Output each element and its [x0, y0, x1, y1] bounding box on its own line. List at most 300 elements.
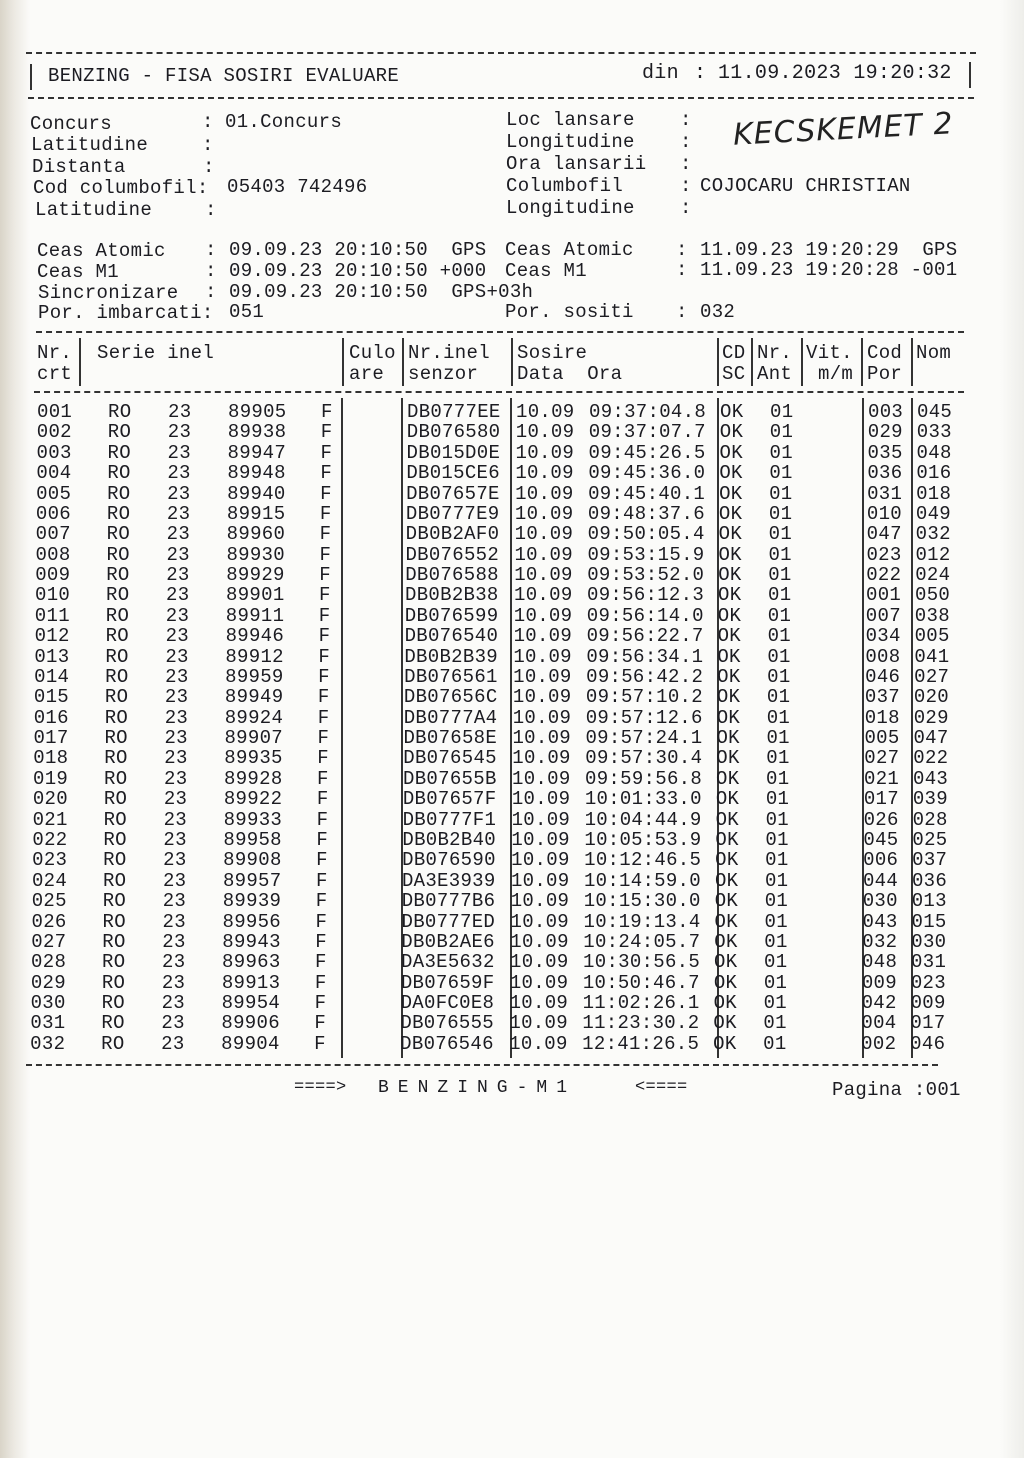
cell-date: 10.09	[515, 441, 575, 464]
cell-cd: OK	[719, 441, 743, 464]
cell-crt: 020	[32, 788, 68, 811]
cell-cod: 026	[863, 808, 899, 831]
cell-ro: RO	[107, 482, 131, 505]
cell-cod: 042	[861, 992, 897, 1015]
cell-ring: 89959	[225, 665, 284, 688]
cell-date: 10.09	[510, 930, 569, 953]
cell-date: 10.09	[513, 665, 572, 688]
cell-time: 09:53:52.0	[587, 564, 705, 587]
cell-cd: OK	[714, 890, 739, 913]
cell-ring: 89957	[222, 869, 282, 892]
ceas-atomic-value: 09.09.23 20:10:50 GPS	[229, 239, 487, 261]
cell-senzor: DB0B2B40	[402, 828, 496, 851]
header-nr-ant: Nr.	[757, 342, 793, 364]
cell-date: 10.09	[513, 645, 572, 668]
ceas-atomic-colon: :	[205, 239, 217, 261]
header-por: Por	[867, 363, 903, 385]
cell-ring: 89908	[223, 849, 282, 872]
sositi-label: Por. sositi	[505, 301, 634, 323]
cell-date: 10.09	[509, 1012, 568, 1035]
cell-time: 11:02:26.1	[582, 992, 700, 1015]
cell-senzor: DB076590	[402, 849, 496, 872]
header-nom: Nom	[916, 342, 952, 364]
cell-senzor: DB015D0E	[406, 441, 501, 464]
cell-nom: 024	[915, 564, 951, 587]
cell-ro: RO	[104, 747, 128, 770]
cell-yr: 23	[166, 502, 191, 525]
cell-yr: 23	[163, 788, 188, 811]
cell-nom: 046	[910, 1032, 946, 1055]
distanta-label: Distanta	[32, 156, 126, 178]
cell-cd: OK	[714, 930, 738, 953]
cell-cod: 017	[863, 788, 899, 811]
cell-yr: 23	[164, 747, 188, 770]
header-nr: Nr.	[37, 342, 73, 364]
cell-senzor: DB076546	[400, 1032, 494, 1055]
cell-date: 10.09	[515, 482, 574, 505]
date-colon: :	[694, 62, 707, 85]
cell-ant: 01	[767, 604, 792, 627]
title-left-bar	[30, 64, 32, 90]
cell-cod: 032	[862, 930, 898, 953]
cell-sex: F	[314, 1032, 326, 1055]
cell-ring: 89933	[223, 808, 283, 831]
cell-ro: RO	[101, 1012, 125, 1035]
cell-cd: OK	[715, 788, 740, 811]
cell-ro: RO	[105, 625, 129, 648]
cell-cd: OK	[713, 1032, 737, 1055]
cell-yr: 23	[167, 482, 191, 505]
cell-time: 10:12:46.5	[584, 849, 702, 872]
cell-cd: OK	[717, 604, 742, 627]
cell-time: 09:57:24.1	[585, 727, 703, 750]
date-label: din	[642, 62, 679, 85]
cell-ro: RO	[107, 441, 131, 464]
cell-cd: OK	[713, 971, 738, 994]
cell-ring: 89948	[227, 462, 286, 485]
imbarcati-label: Por. imbarcati:	[38, 302, 214, 324]
cell-ant: 01	[763, 971, 788, 994]
cell-crt: 029	[30, 971, 66, 994]
cell-crt: 024	[31, 869, 68, 892]
cell-yr: 23	[165, 645, 189, 668]
cell-yr: 23	[166, 584, 190, 607]
cell-time: 09:57:10.2	[585, 686, 703, 709]
cell-date: 10.09	[515, 421, 575, 444]
cell-nom: 036	[911, 869, 948, 892]
cell-time: 12:41:26.5	[582, 1032, 700, 1055]
cell-cd: OK	[715, 849, 739, 872]
longitudine-colon: :	[680, 131, 692, 153]
header-sc: SC	[722, 363, 746, 385]
header-nr-inel: Nr.inel	[408, 342, 490, 364]
cell-senzor: DB0B2B39	[404, 645, 498, 668]
cell-time: 09:59:56.8	[585, 767, 703, 790]
cell-yr: 23	[167, 462, 191, 485]
cell-sex: F	[316, 788, 329, 811]
loc-lansare-colon: :	[680, 109, 692, 131]
cell-crt: 027	[31, 930, 67, 953]
cell-nom: 015	[911, 910, 947, 933]
cell-nom: 041	[914, 645, 950, 668]
header-cd: CD	[722, 342, 746, 364]
cell-senzor: DB076545	[403, 747, 497, 770]
cell-senzor: DB076588	[405, 564, 499, 587]
cell-cd: OK	[716, 767, 740, 790]
col-sep	[801, 338, 803, 386]
cell-time: 09:56:42.2	[586, 665, 704, 688]
cell-time: 10:01:33.0	[584, 788, 702, 811]
cell-nom: 050	[915, 584, 951, 607]
cell-crt: 008	[35, 543, 71, 566]
cell-date: 10.09	[511, 788, 571, 811]
cell-senzor: DB0777F1	[402, 808, 497, 831]
cell-sex: F	[317, 767, 329, 790]
cell-senzor: DB0B2AF0	[405, 523, 500, 546]
cell-date: 10.09	[509, 1032, 568, 1055]
cell-ant: 01	[764, 869, 789, 892]
cell-nom: 017	[910, 1012, 946, 1035]
cell-ring: 89907	[224, 727, 283, 750]
cell-sex: F	[315, 910, 328, 933]
cell-ro: RO	[102, 930, 126, 953]
cell-yr: 23	[165, 625, 189, 648]
cell-crt: 001	[37, 401, 73, 423]
title-right-bar	[969, 62, 971, 88]
cell-ring: 89958	[223, 828, 282, 851]
cell-ant: 01	[764, 951, 788, 974]
cell-sex: F	[318, 665, 330, 688]
cell-ring: 89960	[226, 523, 286, 546]
cell-cod: 018	[864, 706, 900, 729]
cell-yr: 23	[161, 992, 186, 1015]
date-value: 11.09.2023 19:20:32	[718, 62, 952, 85]
cell-crt: 022	[32, 828, 68, 851]
cell-yr: 23	[163, 849, 187, 872]
ora-lansarii-label: Ora lansarii	[506, 153, 647, 175]
cell-ro: RO	[101, 971, 126, 994]
concurs-label: Concurs	[30, 113, 112, 135]
cell-sex: F	[320, 462, 333, 485]
cell-cd: OK	[716, 747, 740, 770]
cell-senzor: DA3E3939	[401, 869, 496, 892]
cell-ant: 01	[765, 808, 789, 831]
cell-senzor: DB0B2AE6	[401, 930, 495, 953]
cell-ro: RO	[107, 421, 132, 444]
cell-cod: 036	[867, 462, 903, 485]
cell-date: 10.09	[514, 543, 573, 566]
cell-crt: 021	[32, 808, 68, 831]
cell-sex: F	[319, 543, 332, 566]
footer-title: BENZING-M1	[378, 1078, 577, 1098]
cell-ring: 89915	[226, 502, 286, 525]
cell-date: 10.09	[512, 767, 571, 790]
cell-ant: 01	[766, 767, 790, 790]
cell-senzor: DB07655B	[403, 767, 497, 790]
cell-yr: 23	[161, 971, 186, 994]
cell-cd: OK	[716, 686, 741, 709]
cell-time: 09:56:34.1	[586, 645, 704, 668]
cell-ro: RO	[102, 890, 127, 913]
cell-time: 09:37:04.8	[589, 401, 707, 423]
cell-cd: OK	[719, 462, 743, 485]
cell-yr: 23	[166, 543, 190, 566]
cell-sex: F	[314, 971, 327, 994]
cell-senzor: DB07659F	[400, 971, 495, 994]
cell-nom: 005	[914, 625, 950, 648]
cell-cod: 005	[864, 727, 900, 750]
cell-crt: 030	[30, 992, 66, 1015]
cell-ring: 89939	[222, 890, 282, 913]
cell-ring: 89911	[225, 604, 285, 627]
cell-senzor: DB07656C	[403, 686, 498, 709]
cell-cod: 045	[863, 828, 899, 851]
cell-yr: 23	[161, 1012, 185, 1035]
cell-ro: RO	[103, 788, 128, 811]
col-sep	[717, 338, 719, 386]
cell-nom: 038	[914, 604, 950, 627]
cell-cd: OK	[716, 727, 740, 750]
cell-ro: RO	[104, 727, 128, 750]
cell-cd: OK	[718, 543, 742, 566]
cell-cd: OK	[713, 1012, 737, 1035]
cell-sex: F	[317, 727, 330, 750]
cell-cd: OK	[718, 502, 743, 525]
longitudine2-colon: :	[680, 197, 692, 219]
cell-ant: 01	[770, 401, 794, 423]
sositi-value: 032	[700, 301, 736, 323]
cell-sex: F	[319, 523, 332, 546]
ceas-atomic2-colon: :	[676, 239, 688, 261]
cell-senzor: DB076555	[400, 1012, 495, 1035]
report-title: BENZING - FISA SOSIRI EVALUARE	[48, 65, 400, 87]
col-sep	[341, 398, 343, 1058]
imbarcati-value: 051	[229, 301, 265, 323]
cell-cd: OK	[718, 564, 742, 587]
cell-date: 10.09	[511, 808, 571, 831]
cell-date: 10.09	[512, 747, 571, 770]
cell-cd: OK	[718, 584, 742, 607]
cell-nom: 037	[912, 849, 948, 872]
cell-nom: 049	[915, 502, 951, 525]
cell-ant: 01	[766, 686, 791, 709]
sincronizare-label: Sincronizare	[38, 282, 179, 304]
cell-cd: OK	[719, 482, 743, 505]
ceas-m12-value: 11.09.23 19:20:28 -001	[700, 259, 958, 281]
cell-date: 10.09	[510, 910, 570, 933]
cell-crt: 032	[30, 1032, 66, 1055]
cell-nom: 032	[915, 523, 951, 546]
cell-sex: F	[315, 890, 328, 913]
cell-ring: 89924	[224, 706, 284, 729]
cell-ro: RO	[104, 706, 129, 729]
cell-nom: 047	[913, 727, 949, 750]
cell-ring: 89940	[227, 482, 286, 505]
cell-cod: 023	[866, 543, 902, 566]
cell-cod: 031	[867, 482, 903, 505]
cell-crt: 017	[33, 727, 69, 750]
ora-lansarii-colon: :	[680, 153, 692, 175]
cell-crt: 028	[31, 951, 67, 974]
cell-cod: 007	[865, 604, 901, 627]
cell-cod: 009	[861, 971, 897, 994]
cell-ant: 01	[768, 523, 793, 546]
cell-crt: 006	[35, 502, 71, 525]
cell-ant: 01	[769, 482, 793, 505]
cell-cd: OK	[714, 910, 738, 933]
cell-cod: 037	[864, 686, 901, 709]
cell-ro: RO	[105, 665, 129, 688]
cell-time: 10:04:44.9	[584, 808, 702, 831]
cell-ant: 01	[765, 828, 789, 851]
cell-ro: RO	[104, 767, 128, 790]
cell-senzor: DB07658E	[403, 727, 498, 750]
title-bottom-rule	[28, 97, 974, 99]
cell-sex: F	[318, 604, 331, 627]
cell-date: 10.09	[513, 625, 573, 648]
cell-cod: 001	[866, 584, 902, 607]
cell-date: 10.09	[511, 828, 570, 851]
header-mm: m/m	[818, 363, 854, 385]
header-ant: Ant	[757, 363, 793, 385]
header-sosire: Sosire	[517, 342, 588, 364]
cell-sex: F	[317, 686, 330, 709]
cell-date: 10.09	[512, 686, 572, 709]
cell-ant: 01	[763, 1032, 787, 1055]
cell-ro: RO	[104, 686, 129, 709]
cell-cd: OK	[717, 665, 741, 688]
cell-yr: 23	[165, 665, 189, 688]
cell-sex: F	[318, 645, 331, 668]
page-number: Pagina :001	[832, 1079, 961, 1101]
header-cod: Cod	[867, 342, 903, 364]
cell-ant: 01	[766, 727, 790, 750]
cell-crt: 025	[31, 890, 67, 913]
cell-cod: 046	[865, 665, 901, 688]
cell-cd: OK	[714, 951, 738, 974]
cell-sex: F	[315, 930, 327, 953]
cell-cd: OK	[715, 828, 739, 851]
cell-ro: RO	[108, 401, 132, 423]
cell-nom: 033	[916, 421, 952, 444]
cell-ant: 01	[767, 665, 791, 688]
cell-cd: OK	[717, 645, 741, 668]
cell-nom: 039	[912, 788, 948, 811]
sositi-colon: :	[676, 301, 688, 323]
cell-crt: 012	[34, 625, 70, 648]
cell-cd: OK	[720, 401, 744, 423]
cell-crt: 002	[36, 421, 72, 444]
cell-sex: F	[320, 482, 332, 505]
cell-date: 10.09	[514, 564, 573, 587]
cell-time: 09:56:14.0	[586, 604, 704, 627]
cell-date: 10.09	[515, 462, 574, 485]
col-sep	[911, 338, 913, 386]
cell-sex: F	[315, 951, 327, 974]
cell-date: 10.09	[514, 584, 573, 607]
cell-nom: 018	[916, 482, 952, 505]
cell-crt: 026	[31, 910, 67, 933]
cell-yr: 23	[164, 686, 189, 709]
cell-yr: 23	[166, 564, 190, 587]
cell-date: 10.09	[512, 706, 572, 729]
cell-ro: RO	[106, 564, 130, 587]
cell-time: 10:50:46.7	[582, 971, 700, 994]
cell-senzor: DB076552	[405, 543, 500, 566]
cell-cod: 034	[865, 625, 901, 648]
cell-time: 09:45:26.5	[588, 441, 706, 464]
cell-crt: 019	[33, 767, 69, 790]
cell-senzor: DA3E5632	[401, 951, 495, 974]
cell-cod: 044	[862, 869, 899, 892]
cell-nom: 048	[916, 441, 952, 464]
cell-cod: 004	[861, 1012, 897, 1035]
sincronizare-value: 09.09.23 20:10:50 GPS+03h	[229, 281, 534, 303]
cell-crt: 013	[34, 645, 70, 668]
cell-ring: 89946	[225, 625, 285, 648]
cell-sex: F	[316, 808, 329, 831]
cell-senzor: DB0777ED	[401, 910, 496, 933]
latitudine2-colon: :	[205, 199, 217, 221]
cell-cod: 043	[862, 910, 898, 933]
cell-ro: RO	[102, 951, 126, 974]
cell-ant: 01	[764, 910, 788, 933]
cell-ro: RO	[103, 828, 127, 851]
cell-ring: 89905	[228, 401, 287, 423]
latitudine2-label: Latitudine	[35, 199, 153, 221]
table-bottom-rule	[26, 1064, 938, 1066]
cell-nom: 045	[917, 401, 953, 423]
cell-date: 10.09	[510, 890, 570, 913]
col-sep	[751, 338, 753, 386]
cell-ring: 89949	[224, 686, 284, 709]
cell-ro: RO	[103, 808, 127, 831]
cell-time: 10:30:56.5	[583, 951, 701, 974]
cell-cd: OK	[714, 869, 739, 892]
cell-ro: RO	[102, 910, 126, 933]
ceas-m12-colon: :	[676, 259, 688, 281]
cell-crt: 003	[36, 441, 72, 464]
cell-ro: RO	[101, 1032, 125, 1055]
cell-nom: 028	[912, 808, 948, 831]
ceas-m1-value: 09.09.23 20:10:50 +000	[229, 260, 487, 282]
cell-cod: 035	[867, 441, 903, 464]
cell-ring: 89901	[226, 584, 285, 607]
cell-yr: 23	[166, 523, 191, 546]
cell-senzor: DB076599	[404, 604, 499, 627]
cell-date: 10.09	[510, 869, 570, 892]
cell-ro: RO	[105, 645, 129, 668]
cell-crt: 004	[36, 462, 72, 485]
cell-ant: 01	[764, 890, 789, 913]
cell-yr: 23	[165, 604, 190, 627]
cell-ant: 01	[765, 788, 790, 811]
cell-nom: 030	[911, 930, 947, 953]
cell-nom: 023	[910, 971, 946, 994]
ceas-atomic-label: Ceas Atomic	[37, 240, 166, 262]
cell-cod: 008	[865, 645, 901, 668]
cell-time: 09:45:36.0	[588, 462, 706, 485]
cell-ring: 89947	[227, 441, 287, 464]
cell-ro: RO	[102, 869, 127, 892]
cell-cd: OK	[716, 706, 741, 729]
ceas-m12-label: Ceas M1	[505, 260, 587, 282]
cell-crt: 016	[33, 706, 69, 729]
cell-ro: RO	[101, 992, 126, 1015]
cell-time: 09:48:37.6	[587, 502, 705, 525]
cell-ring: 89912	[225, 645, 284, 668]
cell-crt: 023	[32, 849, 68, 872]
